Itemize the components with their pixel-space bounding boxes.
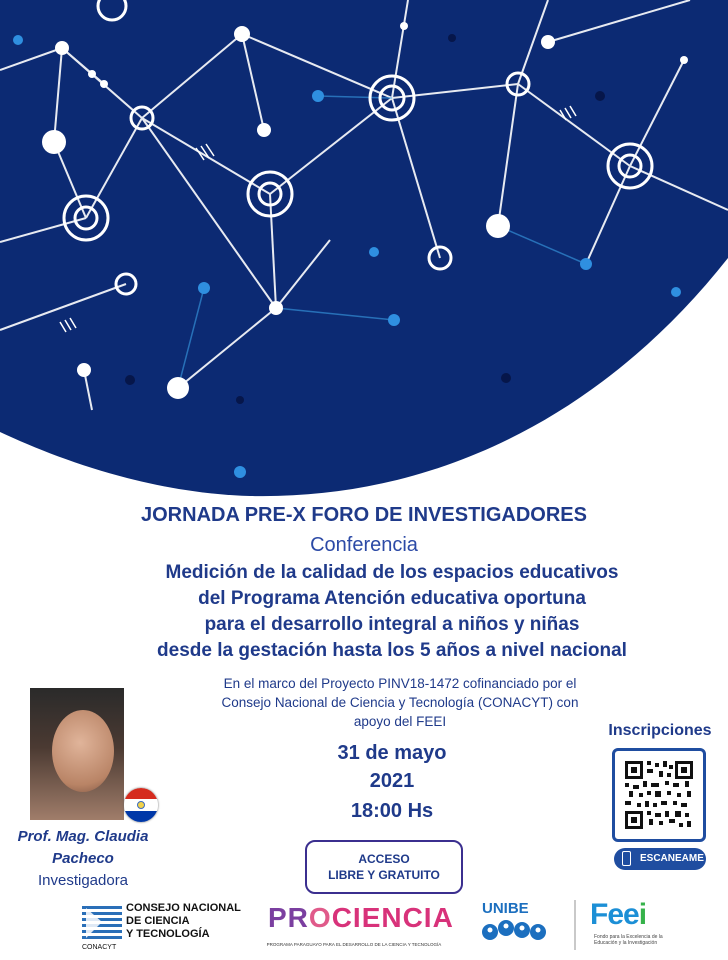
- conacyt-line-3: Y TECNOLOGÍA: [126, 928, 210, 940]
- talk-title-line-1: Medición de la calidad de los espacios educativos: [165, 562, 619, 583]
- prociencia-subtitle: PROGRAMA PARAGUAYO PARA EL DESARROLLO DE LA CIENCIA Y TECNOLOGÍA: [266, 942, 442, 947]
- conacyt-line-2: DE CIENCIA: [126, 915, 190, 927]
- event-date: 31 de mayo: [337, 742, 447, 764]
- conacyt-name: [126, 902, 241, 941]
- talk-title-line-3: para el desarrollo integral a niños y niñas: [204, 614, 580, 635]
- talk-title-line-4: desde la gestación hasta los 5 años a nivel nacional: [157, 640, 627, 661]
- project-framework: [180, 674, 620, 731]
- conacyt-acronym: CONACYT: [82, 944, 117, 951]
- event-subtitle: Conferencia: [310, 534, 418, 556]
- scan-me-button[interactable]: [614, 848, 706, 870]
- feei-subtitle: Fondo para la Excelencia de la Educación y la Investigación: [594, 934, 663, 946]
- sponsor-logos: [0, 896, 728, 960]
- framework-line-2: Consejo Nacional de Ciencia y Tecnología (CONACYT) con: [221, 695, 579, 710]
- paraguay-flag-icon: [124, 788, 158, 822]
- logo-divider: [574, 900, 576, 950]
- unibe-emblem-icon: [480, 918, 552, 946]
- event-title: JORNADA PRE-X FORO DE INVESTIGADORES: [141, 504, 587, 526]
- conacyt-line-1: CONSEJO NACIONAL: [126, 902, 241, 914]
- access-line-2: LIBRE Y GRATUITO: [328, 868, 440, 882]
- conacyt-logo: [82, 904, 124, 944]
- speaker-name-line-2: Pacheco: [52, 850, 114, 867]
- talk-title-line-2: del Programa Atención educativa oportuna: [198, 588, 586, 609]
- speaker-role: Investigadora: [37, 872, 129, 889]
- event-time: 18:00 Hs: [350, 800, 434, 822]
- phone-icon: [622, 851, 631, 866]
- access-badge: [305, 840, 463, 894]
- framework-line-1: En el marco del Proyecto PINV18-1472 cofinanciado por el: [223, 676, 577, 691]
- access-line-1: ACCESO: [358, 852, 410, 866]
- scan-me-label: ESCANEAME: [640, 853, 704, 864]
- framework-line-3: apoyo del FEEI: [353, 714, 447, 729]
- registration-label: Inscripciones: [608, 722, 712, 739]
- unibe-logo: UNIBE: [482, 900, 529, 917]
- prociencia-logo: PROCIENCIA: [268, 902, 454, 933]
- feei-logo: Feei: [590, 898, 647, 931]
- speaker-photo: [30, 688, 124, 820]
- event-year: 2021: [369, 770, 415, 792]
- speaker-name-line-1: Prof. Mag. Claudia: [17, 828, 149, 845]
- registration-qr-code[interactable]: [612, 748, 706, 842]
